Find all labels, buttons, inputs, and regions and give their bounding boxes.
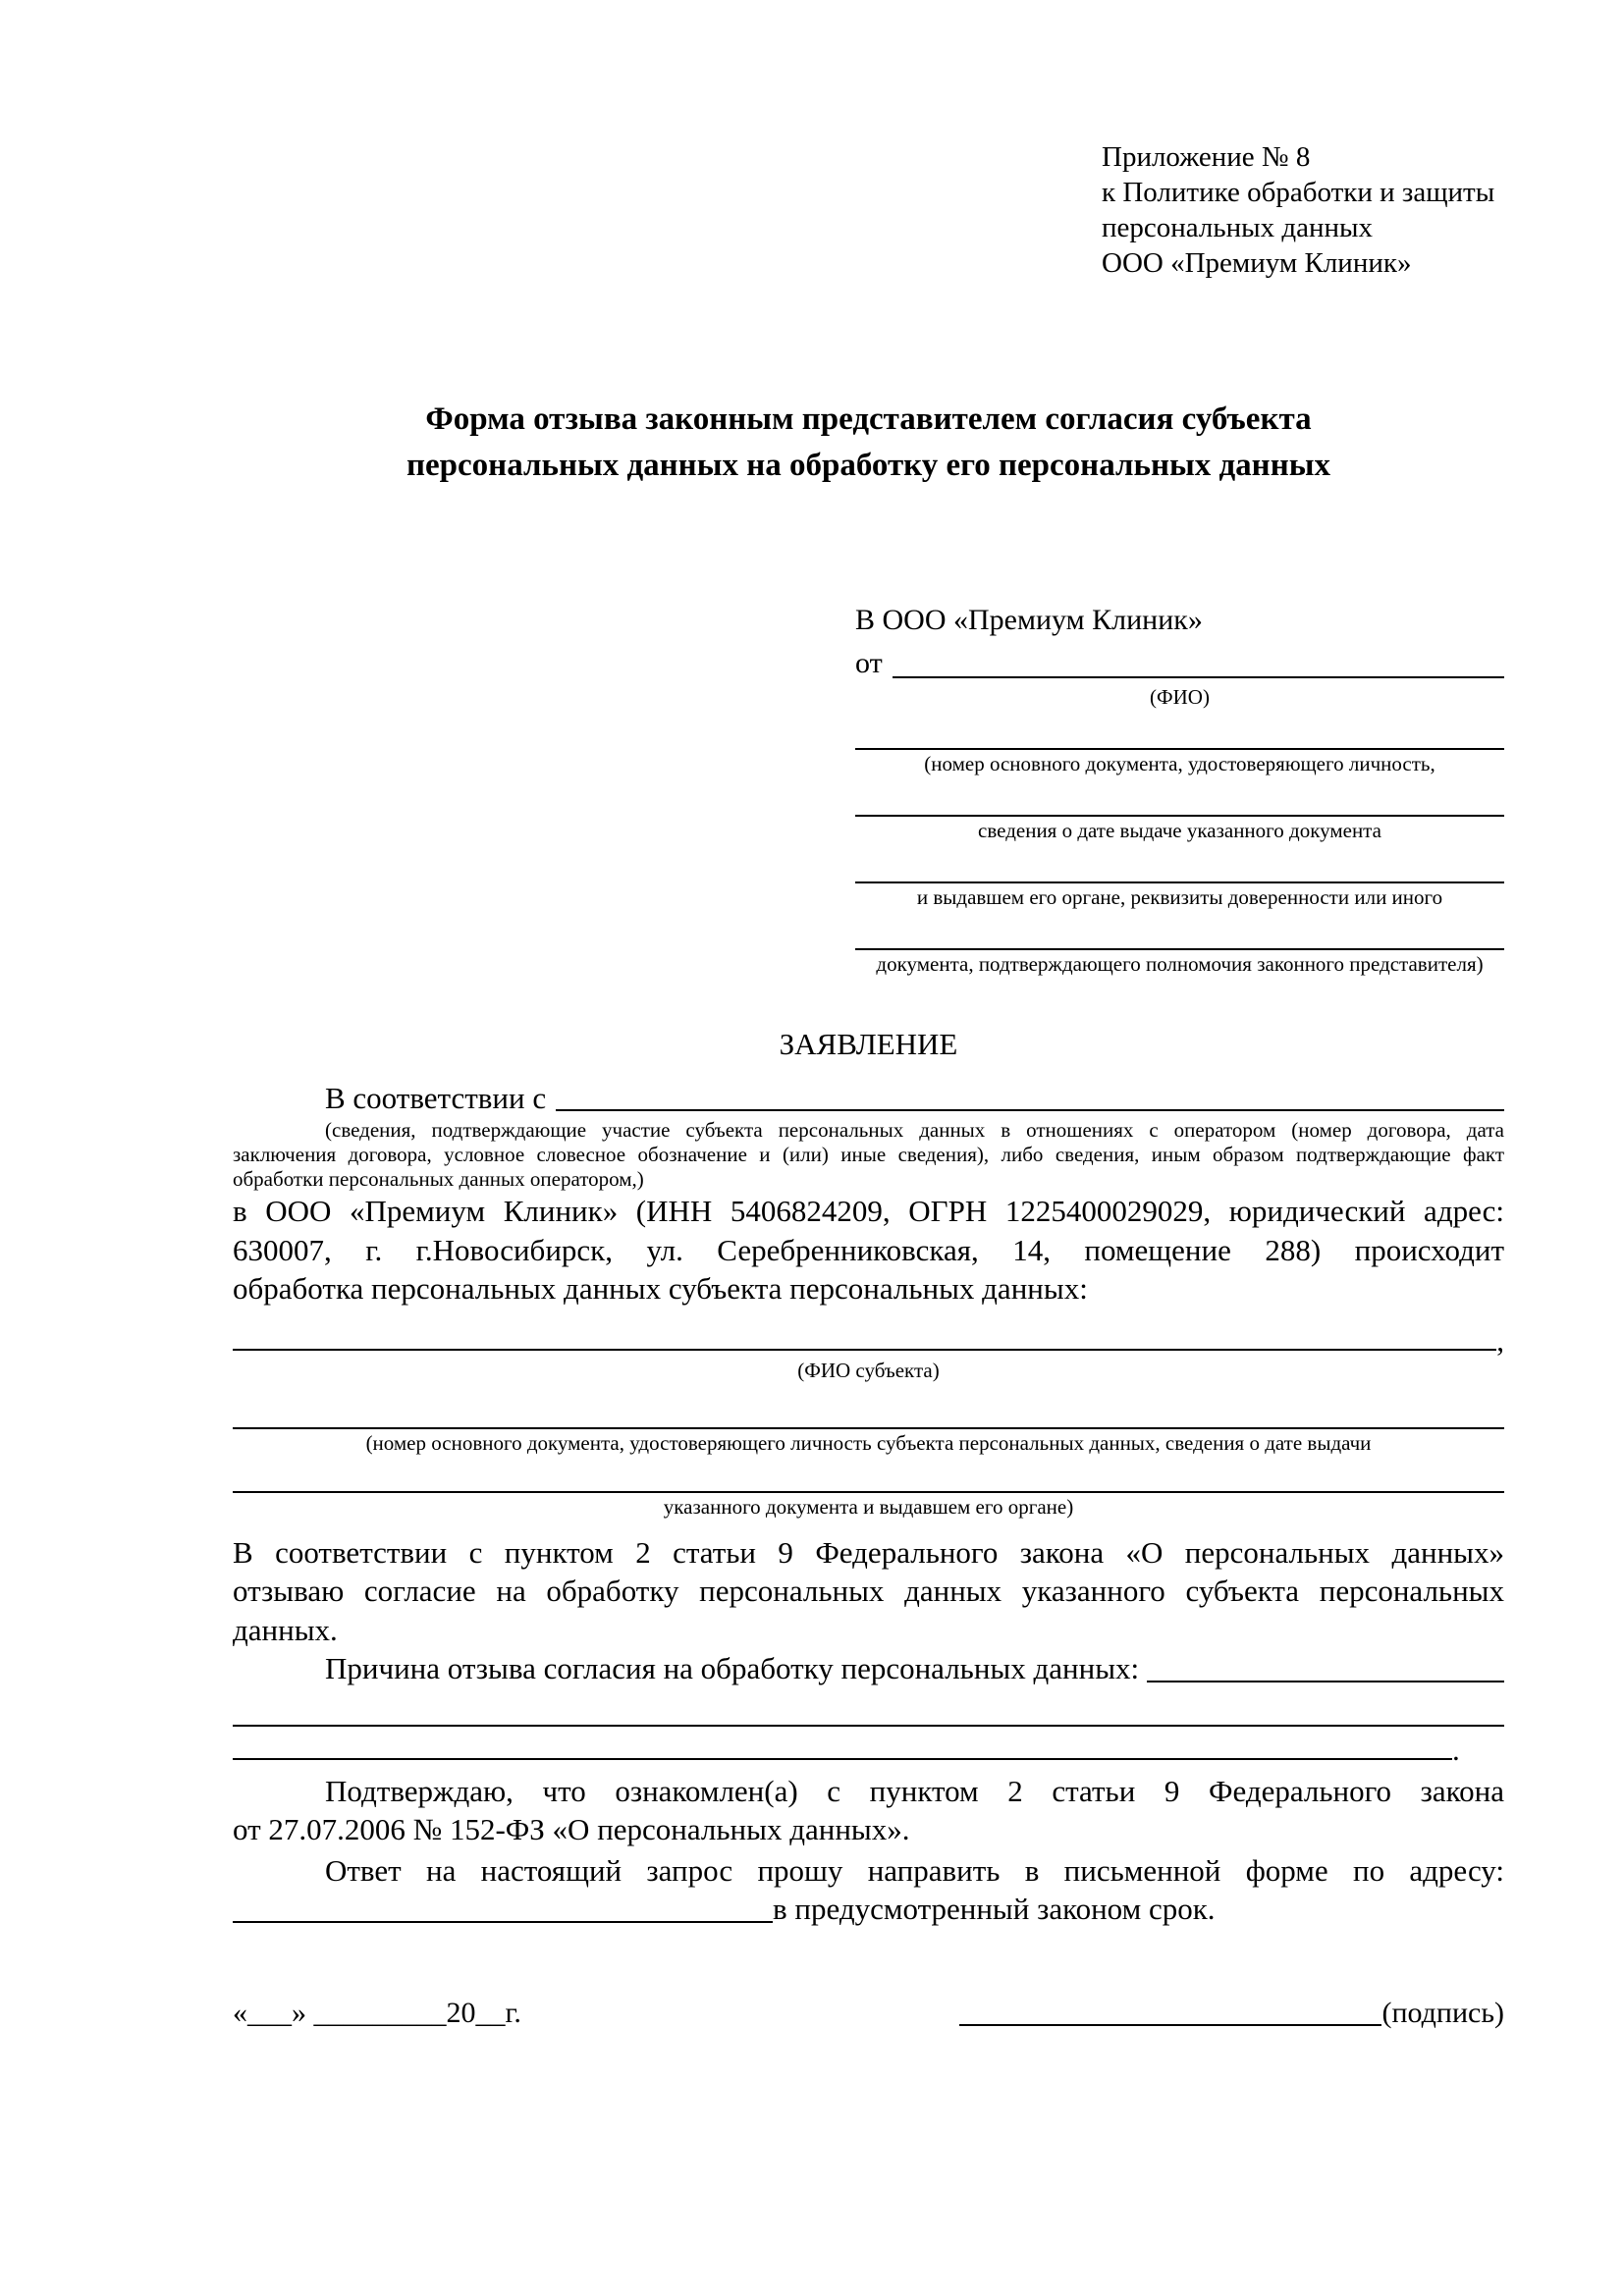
- subject-fio-row: [233, 1323, 1504, 1359]
- rep-doc-field: [855, 881, 1504, 909]
- operator-paragraph-line: обработка персональных данных субъекта персональных данных:: [233, 1271, 1088, 1306]
- statement-heading: ЗАЯВЛЕНИЕ: [779, 1027, 958, 1061]
- subject-fio-blank-line: [233, 1323, 1496, 1351]
- from-blank-line: [893, 642, 1504, 678]
- accordance-label: В соответствии с: [325, 1081, 547, 1115]
- accordance-caption-line: заключения договора, условное словесное обозначение и (или) иные сведения), либо сведения, иным образом подтверждающие факт: [233, 1143, 1504, 1166]
- confirm-paragraph: [233, 1772, 1504, 1849]
- withdraw-paragraph-line: отзываю согласие на обработку персональных данных указанного субъекта персональных: [233, 1574, 1504, 1608]
- rep-doc-caption: документа, подтверждающего полномочия законного представителя): [876, 952, 1484, 976]
- appendix-line: персональных данных: [1102, 212, 1374, 243]
- reply-tail: в предусмотренный законом срок.: [773, 1892, 1216, 1926]
- reply-address-blank-line: [233, 1890, 773, 1923]
- footer-row: [233, 1994, 1504, 2033]
- subject-doc-blank-line: [233, 1427, 1504, 1429]
- withdraw-paragraph-line: В соответствии с пунктом 2 статьи 9 Федерального закона «О персональных данных»: [233, 1534, 1504, 1570]
- accordance-caption-line: обработки персональных данных оператором,): [233, 1167, 644, 1191]
- subject-doc-field: [233, 1491, 1504, 1519]
- accordance-blank-line: [556, 1079, 1504, 1111]
- reason-tail-period: .: [1452, 1732, 1460, 1767]
- confirm-paragraph-line: от 27.07.2006 № 152-ФЗ «О персональных данных».: [233, 1812, 910, 1846]
- rep-doc-blank-line: [855, 948, 1504, 950]
- appendix-line: Приложение № 8: [1102, 141, 1311, 173]
- reply-address-row: [233, 1890, 1504, 1929]
- withdraw-paragraph-line: данных.: [233, 1612, 338, 1647]
- reason-extra-blank-line: [233, 1733, 1452, 1760]
- recipient-organization: В ООО «Премиум Клиник»: [855, 604, 1203, 636]
- rep-doc-field: [855, 948, 1504, 976]
- subject-doc-field: [233, 1427, 1504, 1455]
- date-line: «___» _________20__г.: [233, 1996, 521, 2029]
- reason-row: [233, 1649, 1504, 1688]
- form-title: [233, 397, 1504, 489]
- subject-fio-comma: ,: [1496, 1322, 1504, 1358]
- signature-caption: (подпись): [1381, 1996, 1504, 2029]
- accordance-caption: [233, 1118, 1504, 1192]
- form-title-line: персональных данных на обработку его персональных данных: [406, 448, 1330, 483]
- rep-doc-caption: и выдавшем его органе, реквизиты доверенности или иного: [916, 885, 1443, 909]
- appendix-block: [1102, 139, 1504, 281]
- reason-extra-blank-row: [233, 1733, 1504, 1768]
- reason-blank-line: [1147, 1649, 1504, 1682]
- operator-paragraph: [233, 1192, 1504, 1308]
- from-row: [855, 642, 1504, 685]
- operator-paragraph-line: 630007, г. г.Новосибирск, ул. Серебренниковская, 14, помещение 288) происходит: [233, 1232, 1504, 1267]
- fio-caption: (ФИО): [1150, 685, 1210, 709]
- subject-fio-caption: (ФИО субъекта): [797, 1358, 940, 1382]
- reason-label: Причина отзыва согласия на обработку персональных данных:: [325, 1651, 1140, 1685]
- reason-extra-blank-line: [233, 1725, 1504, 1727]
- rep-doc-caption: (номер основного документа, удостоверяющего личность,: [924, 752, 1435, 775]
- subject-doc-caption: (номер основного документа, удостоверяющего личность субъекта персональных данных, сведения о дате выдачи: [365, 1430, 1372, 1455]
- appendix-line: к Политике обработки и защиты: [1102, 177, 1495, 208]
- from-label: от: [855, 647, 883, 679]
- form-title-line: Форма отзыва законным представителем согласия субъекта: [425, 401, 1312, 437]
- withdraw-paragraph: [233, 1533, 1504, 1650]
- rep-doc-field: [855, 748, 1504, 775]
- rep-doc-blank-line: [855, 748, 1504, 750]
- accordance-row: [233, 1079, 1504, 1118]
- document-content: [233, 139, 1504, 2033]
- signature-blank-line: [959, 1994, 1381, 2026]
- accordance-caption-line: (сведения, подтверждающие участие субъекта персональных данных в отношениях с оператором (номер договора, дата: [325, 1118, 1504, 1142]
- reply-paragraph-line: Ответ на настоящий запрос прошу направить в письменной форме по адресу:: [325, 1852, 1504, 1888]
- rep-doc-caption: сведения о дате выдаче указанного документа: [978, 819, 1381, 842]
- appendix-line: ООО «Премиум Клиник»: [1102, 247, 1412, 279]
- signature-block: [959, 1994, 1504, 2033]
- subject-doc-blank-line: [233, 1491, 1504, 1493]
- rep-doc-blank-line: [855, 881, 1504, 883]
- confirm-paragraph-line: Подтверждаю, что ознакомлен(а) с пунктом 2 статьи 9 Федерального закона: [325, 1773, 1504, 1808]
- operator-paragraph-line: в ООО «Премиум Клиник» (ИНН 5406824209, ОГРН 1225400029029, юридический адрес:: [233, 1194, 1504, 1228]
- rep-doc-field: [855, 815, 1504, 842]
- subject-doc-caption: указанного документа и выдавшем его органе): [663, 1494, 1074, 1519]
- rep-doc-blank-line: [855, 815, 1504, 817]
- recipient-block: [855, 599, 1504, 976]
